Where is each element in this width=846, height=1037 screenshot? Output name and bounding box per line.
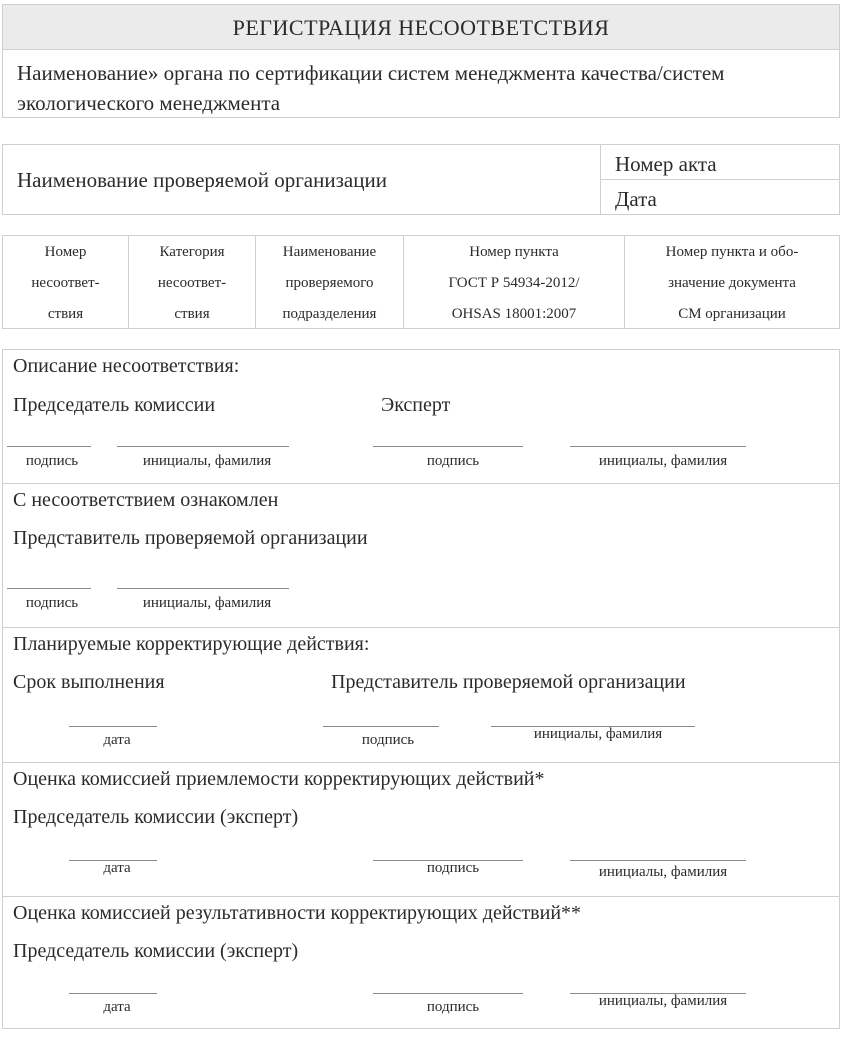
date-caption: дата [103,860,131,876]
initials-caption: инициалы, фамилия [533,726,663,742]
signature-caption: подпись [426,453,480,469]
signature-caption: подпись [426,999,480,1015]
divider [600,179,839,180]
initials-caption: инициалы, фамилия [142,453,272,469]
organization-block [2,144,840,215]
initials-line [570,860,746,861]
initials-caption: инициалы, фамилия [598,993,728,1009]
date-label: Дата [615,187,657,211]
signature-caption: подпись [426,860,480,876]
signature-caption: подпись [25,595,79,611]
signature-caption: подпись [25,453,79,469]
representative-label: Представитель проверяемой организации [13,527,368,549]
signature-line [323,726,439,727]
form-title-bar [3,5,839,50]
column-header-nonconformity-number: Номер несоответ- ствия [31,244,100,322]
acceptability-heading: Оценка комиссией приемлемости корректирующих действий* [13,768,545,790]
form-title: РЕГИСТРАЦИЯ НЕСООТВЕТСТВИЯ [232,15,610,40]
date-caption: дата [103,732,131,748]
chairman-expert-label: Председатель комиссии (эксперт) [13,806,299,828]
effectiveness-heading: Оценка комиссией результативности корректирующих действий** [13,902,582,924]
column-header-gost-clause: Номер пункта ГОСТ Р 54934-2012/ OHSAS 18001:2007 [448,244,580,322]
chairman-expert-label: Председатель комиссии (эксперт) [13,940,299,962]
acknowledged-heading: С несоответствием ознакомлен [13,489,279,511]
planned-actions-heading: Планируемые корректирующие действия: [13,633,370,655]
section-divider [3,483,839,484]
initials-line [117,588,289,589]
date-line [69,993,157,994]
representative-label: Представитель проверяемой организации [331,671,686,693]
header-block [2,4,840,118]
date-caption: дата [103,999,131,1015]
column-header-document-clause: Номер пункта и обо- значение документа СМ организации [665,244,799,322]
initials-caption: инициалы, фамилия [142,595,272,611]
expert-label: Эксперт [381,394,451,416]
section-divider [3,627,839,628]
initials-line [117,446,289,447]
date-line [69,726,157,727]
certification-body-name: Наименование» органа по сертификации систем менеджмента качества/систем экологического менеджмента [17,61,725,115]
signature-line [373,446,523,447]
initials-line [570,446,746,447]
section-divider [3,896,839,897]
column-header-category: Категория несоответ- ствия [157,244,227,322]
section-divider [3,762,839,763]
act-number-label: Номер акта [615,152,717,176]
signature-line [7,588,91,589]
nonconformity-description-heading: Описание несоответствия: [13,355,240,377]
signature-line [7,446,91,447]
deadline-label: Срок выполнения [13,671,165,693]
signature-line [373,993,523,994]
organization-name-label: Наименование проверяемой организации [17,168,387,192]
initials-caption: инициалы, фамилия [598,864,728,880]
chairman-label: Председатель комиссии [13,394,216,416]
nonconformity-table [2,235,840,329]
initials-caption: инициалы, фамилия [598,453,728,469]
column-header-department: Наименование проверяемого подразделения [282,244,377,322]
signature-caption: подпись [361,732,415,748]
sections-block [2,349,840,1029]
